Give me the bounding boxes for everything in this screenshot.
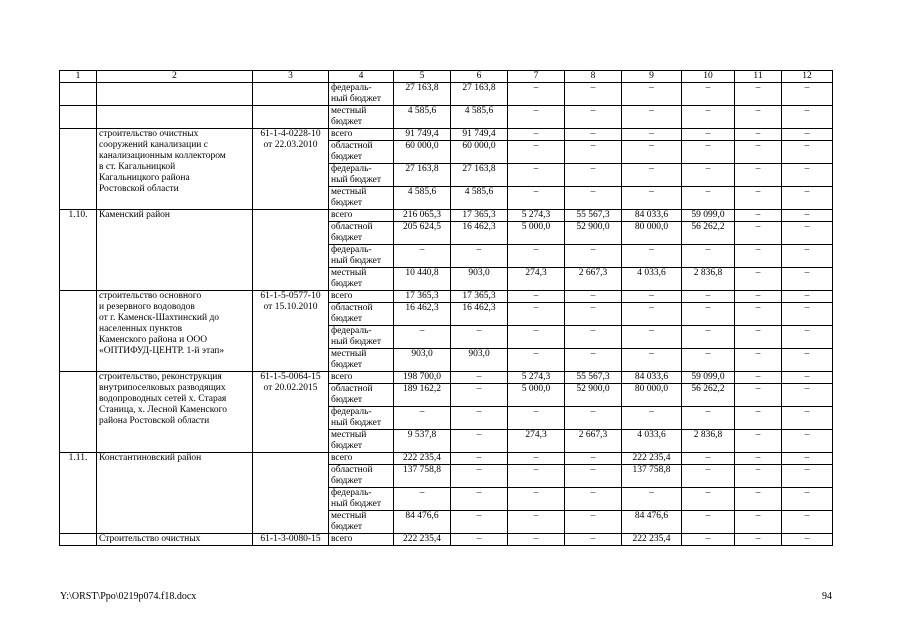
object-name-cell: Каменский район <box>97 210 253 291</box>
value-cell-col8: – <box>565 245 622 268</box>
value-cell-col10: – <box>682 245 735 268</box>
value-cell-col6: 903,0 <box>451 349 508 372</box>
value-cell-col5: – <box>394 245 451 268</box>
value-cell-col6: 17 365,3 <box>451 291 508 303</box>
header-cell-5: 5 <box>394 71 451 83</box>
table-row <box>60 129 833 141</box>
value-cell-col10: 59 099,0 <box>682 210 735 222</box>
value-cell-col12: – <box>782 407 833 430</box>
value-cell-col11: – <box>735 83 782 106</box>
doc-number-cell <box>253 106 329 129</box>
value-cell-col8: – <box>565 465 622 488</box>
value-cell-col8: 52 900,0 <box>565 222 622 245</box>
value-cell-col10: – <box>682 534 735 546</box>
funding-source-cell: всего <box>329 534 394 546</box>
funding-source-cell: местный бюджет <box>329 430 394 453</box>
value-cell-col8: 52 900,0 <box>565 384 622 407</box>
value-cell-col12: – <box>782 384 833 407</box>
row-index-cell <box>60 534 97 546</box>
header-cell-4: 4 <box>329 71 394 83</box>
doc-number-cell: 61-1-4-0228-10 от 22.03.2010 <box>253 129 329 210</box>
value-cell-col7: 5 000,0 <box>508 222 565 245</box>
table-row <box>60 372 833 384</box>
row-index-cell: 1.11. <box>60 453 97 534</box>
funding-source-cell: областной бюджет <box>329 141 394 164</box>
value-cell-col10: 2 836,8 <box>682 430 735 453</box>
value-cell-col12: – <box>782 245 833 268</box>
value-cell-col8: 55 567,3 <box>565 210 622 222</box>
object-name-cell: строительство основного и резервного водоводов от г. Каменск-Шахтинский до населенных пунктов Каменского района и ООО «ОПТИФУД-ЦЕНТР. 1-й этап» <box>97 291 253 372</box>
value-cell-col9: – <box>622 407 682 430</box>
value-cell-col7: – <box>508 83 565 106</box>
doc-number-cell <box>253 210 329 291</box>
value-cell-col5: 4 585,6 <box>394 187 451 210</box>
value-cell-col10: – <box>682 465 735 488</box>
value-cell-col12: – <box>782 534 833 546</box>
value-cell-col5: 17 365,3 <box>394 291 451 303</box>
funding-source-cell: местный бюджет <box>329 187 394 210</box>
page-number: 94 <box>822 591 832 602</box>
value-cell-col5: 91 749,4 <box>394 129 451 141</box>
value-cell-col12: – <box>782 83 833 106</box>
value-cell-col5: 137 758,8 <box>394 465 451 488</box>
value-cell-col5: 84 476,6 <box>394 511 451 534</box>
value-cell-col5: 189 162,2 <box>394 384 451 407</box>
value-cell-col6: – <box>451 384 508 407</box>
value-cell-col8: – <box>565 349 622 372</box>
value-cell-col8: – <box>565 129 622 141</box>
doc-number-cell: 61-1-5-0577-10 от 15.10.2010 <box>253 291 329 372</box>
value-cell-col7: – <box>508 187 565 210</box>
value-cell-col5: 205 624,5 <box>394 222 451 245</box>
table-row <box>60 453 833 465</box>
value-cell-col7: – <box>508 326 565 349</box>
value-cell-col5: 222 235,4 <box>394 534 451 546</box>
value-cell-col10: – <box>682 326 735 349</box>
value-cell-col9: – <box>622 141 682 164</box>
doc-number-cell <box>253 83 329 106</box>
value-cell-col5: 60 000,0 <box>394 141 451 164</box>
object-name-cell: строительство очистных сооружений канализации с канализационным коллектором в ст. Кагальницкой Кагальницкого района Ростовской области <box>97 129 253 210</box>
object-name-cell: Строительство очистных <box>97 534 253 546</box>
value-cell-col12: – <box>782 106 833 129</box>
value-cell-col8: – <box>565 303 622 326</box>
value-cell-col12: – <box>782 268 833 291</box>
value-cell-col12: – <box>782 129 833 141</box>
value-cell-col8: – <box>565 407 622 430</box>
file-path: Y:\ORST\Ppo\0219p074.f18.docx <box>60 591 197 602</box>
value-cell-col12: – <box>782 372 833 384</box>
value-cell-col9: – <box>622 303 682 326</box>
value-cell-col7: – <box>508 349 565 372</box>
funding-source-cell: федераль- ный бюджет <box>329 326 394 349</box>
value-cell-col5: – <box>394 326 451 349</box>
value-cell-col6: 91 749,4 <box>451 129 508 141</box>
header-cell-6: 6 <box>451 71 508 83</box>
value-cell-col9: – <box>622 349 682 372</box>
value-cell-col7: 5 274,3 <box>508 372 565 384</box>
value-cell-col9: 80 000,0 <box>622 222 682 245</box>
value-cell-col6: 17 365,3 <box>451 210 508 222</box>
funding-source-cell: местный бюджет <box>329 511 394 534</box>
value-cell-col6: – <box>451 453 508 465</box>
value-cell-col10: – <box>682 511 735 534</box>
value-cell-col12: – <box>782 488 833 511</box>
header-cell-10: 10 <box>682 71 735 83</box>
value-cell-col9: 84 033,6 <box>622 210 682 222</box>
value-cell-col9: 222 235,4 <box>622 534 682 546</box>
value-cell-col11: – <box>735 453 782 465</box>
header-cell-8: 8 <box>565 71 622 83</box>
value-cell-col6: 60 000,0 <box>451 141 508 164</box>
value-cell-col11: – <box>735 268 782 291</box>
value-cell-col6: – <box>451 407 508 430</box>
value-cell-col6: – <box>451 372 508 384</box>
value-cell-col11: – <box>735 129 782 141</box>
row-index-cell: 1.10. <box>60 210 97 291</box>
value-cell-col11: – <box>735 488 782 511</box>
value-cell-col7: – <box>508 245 565 268</box>
value-cell-col5: 903,0 <box>394 349 451 372</box>
value-cell-col7: 5 000,0 <box>508 384 565 407</box>
value-cell-col11: – <box>735 534 782 546</box>
funding-source-cell: федераль- ный бюджет <box>329 83 394 106</box>
value-cell-col5: 27 163,8 <box>394 164 451 187</box>
value-cell-col5: 27 163,8 <box>394 83 451 106</box>
value-cell-col8: – <box>565 187 622 210</box>
header-cell-3: 3 <box>253 71 329 83</box>
value-cell-col10: 2 836,8 <box>682 268 735 291</box>
value-cell-col6: 16 462,3 <box>451 303 508 326</box>
header-cell-7: 7 <box>508 71 565 83</box>
value-cell-col9: – <box>622 187 682 210</box>
value-cell-col6: 903,0 <box>451 268 508 291</box>
value-cell-col7: – <box>508 465 565 488</box>
value-cell-col11: – <box>735 291 782 303</box>
funding-source-cell: всего <box>329 129 394 141</box>
value-cell-col9: 84 033,6 <box>622 372 682 384</box>
row-index-cell <box>60 372 97 453</box>
value-cell-col11: – <box>735 326 782 349</box>
value-cell-col9: – <box>622 291 682 303</box>
value-cell-col11: – <box>735 511 782 534</box>
value-cell-col7: 274,3 <box>508 268 565 291</box>
funding-source-cell: областной бюджет <box>329 222 394 245</box>
value-cell-col8: – <box>565 164 622 187</box>
value-cell-col11: – <box>735 349 782 372</box>
value-cell-col6: 16 462,3 <box>451 222 508 245</box>
value-cell-col8: – <box>565 511 622 534</box>
value-cell-col7: – <box>508 534 565 546</box>
funding-source-cell: федераль- ный бюджет <box>329 407 394 430</box>
funding-source-cell: областной бюджет <box>329 465 394 488</box>
value-cell-col8: 2 667,3 <box>565 268 622 291</box>
value-cell-col9: 4 033,6 <box>622 430 682 453</box>
value-cell-col9: 137 758,8 <box>622 465 682 488</box>
object-name-cell <box>97 106 253 129</box>
funding-source-cell: всего <box>329 453 394 465</box>
value-cell-col10: – <box>682 83 735 106</box>
value-cell-col9: – <box>622 129 682 141</box>
value-cell-col8: 2 667,3 <box>565 430 622 453</box>
funding-source-cell: всего <box>329 291 394 303</box>
value-cell-col11: – <box>735 303 782 326</box>
value-cell-col7: – <box>508 106 565 129</box>
value-cell-col12: – <box>782 210 833 222</box>
header-cell-2: 2 <box>97 71 253 83</box>
value-cell-col10: 56 262,2 <box>682 222 735 245</box>
funding-source-cell: областной бюджет <box>329 303 394 326</box>
funding-source-cell: областной бюджет <box>329 384 394 407</box>
table-header-row <box>60 71 833 83</box>
value-cell-col8: – <box>565 141 622 164</box>
value-cell-col5: 10 440,8 <box>394 268 451 291</box>
funding-source-cell: всего <box>329 372 394 384</box>
value-cell-col12: – <box>782 291 833 303</box>
value-cell-col9: – <box>622 245 682 268</box>
value-cell-col12: – <box>782 326 833 349</box>
funding-source-cell: федераль- ный бюджет <box>329 245 394 268</box>
value-cell-col5: 216 065,3 <box>394 210 451 222</box>
value-cell-col12: – <box>782 430 833 453</box>
value-cell-col8: – <box>565 291 622 303</box>
value-cell-col6: – <box>451 245 508 268</box>
value-cell-col7: – <box>508 511 565 534</box>
value-cell-col7: 5 274,3 <box>508 210 565 222</box>
value-cell-col7: 274,3 <box>508 430 565 453</box>
value-cell-col10: 59 099,0 <box>682 372 735 384</box>
value-cell-col9: 84 476,6 <box>622 511 682 534</box>
row-index-cell <box>60 129 97 210</box>
value-cell-col10: – <box>682 106 735 129</box>
value-cell-col10: – <box>682 303 735 326</box>
value-cell-col11: – <box>735 222 782 245</box>
value-cell-col7: – <box>508 164 565 187</box>
header-cell-1: 1 <box>60 71 97 83</box>
value-cell-col9: – <box>622 106 682 129</box>
table-body <box>60 71 833 546</box>
value-cell-col12: – <box>782 349 833 372</box>
value-cell-col9: 222 235,4 <box>622 453 682 465</box>
value-cell-col8: – <box>565 488 622 511</box>
value-cell-col5: 9 537,8 <box>394 430 451 453</box>
value-cell-col10: 56 262,2 <box>682 384 735 407</box>
header-cell-11: 11 <box>735 71 782 83</box>
value-cell-col7: – <box>508 291 565 303</box>
value-cell-col12: – <box>782 453 833 465</box>
funding-source-cell: всего <box>329 210 394 222</box>
value-cell-col11: – <box>735 407 782 430</box>
value-cell-col12: – <box>782 141 833 164</box>
value-cell-col8: – <box>565 534 622 546</box>
value-cell-col10: – <box>682 349 735 372</box>
object-name-cell: строительство, реконструкция внутрипоселковых разводящих водопроводных сетей х. Старая Станица, х. Лесной Каменского района Ростовской области <box>97 372 253 453</box>
doc-number-cell <box>253 453 329 534</box>
value-cell-col7: – <box>508 407 565 430</box>
funding-source-cell: местный бюджет <box>329 349 394 372</box>
row-index-cell <box>60 83 97 106</box>
value-cell-col5: – <box>394 407 451 430</box>
value-cell-col9: – <box>622 326 682 349</box>
value-cell-col10: – <box>682 141 735 164</box>
value-cell-col11: – <box>735 430 782 453</box>
value-cell-col12: – <box>782 164 833 187</box>
funding-source-cell: федераль- ный бюджет <box>329 164 394 187</box>
value-cell-col10: – <box>682 291 735 303</box>
value-cell-col9: – <box>622 488 682 511</box>
value-cell-col8: – <box>565 453 622 465</box>
doc-number-cell: 61-1-3-0080-15 <box>253 534 329 546</box>
value-cell-col11: – <box>735 384 782 407</box>
object-name-cell <box>97 83 253 106</box>
value-cell-col8: – <box>565 83 622 106</box>
table-row <box>60 291 833 303</box>
budget-table <box>59 70 833 546</box>
value-cell-col11: – <box>735 106 782 129</box>
value-cell-col7: – <box>508 303 565 326</box>
value-cell-col12: – <box>782 303 833 326</box>
object-name-cell: Константиновский район <box>97 453 253 534</box>
value-cell-col11: – <box>735 465 782 488</box>
value-cell-col7: – <box>508 453 565 465</box>
table-row <box>60 83 833 106</box>
value-cell-col10: – <box>682 129 735 141</box>
value-cell-col6: 27 163,8 <box>451 164 508 187</box>
value-cell-col7: – <box>508 129 565 141</box>
value-cell-col10: – <box>682 164 735 187</box>
value-cell-col9: 80 000,0 <box>622 384 682 407</box>
row-index-cell <box>60 106 97 129</box>
table-row <box>60 210 833 222</box>
funding-source-cell: местный бюджет <box>329 106 394 129</box>
value-cell-col10: – <box>682 187 735 210</box>
value-cell-col6: 4 585,6 <box>451 106 508 129</box>
value-cell-col12: – <box>782 465 833 488</box>
doc-number-cell: 61-1-5-0064-15 от 20.02.2015 <box>253 372 329 453</box>
value-cell-col10: – <box>682 488 735 511</box>
value-cell-col6: – <box>451 534 508 546</box>
value-cell-col5: 16 462,3 <box>394 303 451 326</box>
value-cell-col6: 4 585,6 <box>451 187 508 210</box>
funding-source-cell: федераль- ный бюджет <box>329 488 394 511</box>
value-cell-col6: – <box>451 488 508 511</box>
value-cell-col7: – <box>508 488 565 511</box>
funding-source-cell: местный бюджет <box>329 268 394 291</box>
header-cell-12: 12 <box>782 71 833 83</box>
value-cell-col11: – <box>735 245 782 268</box>
value-cell-col9: – <box>622 83 682 106</box>
value-cell-col11: – <box>735 210 782 222</box>
value-cell-col5: – <box>394 488 451 511</box>
value-cell-col9: – <box>622 164 682 187</box>
value-cell-col5: 198 700,0 <box>394 372 451 384</box>
value-cell-col6: – <box>451 326 508 349</box>
value-cell-col11: – <box>735 372 782 384</box>
value-cell-col11: – <box>735 187 782 210</box>
table-row <box>60 534 833 546</box>
value-cell-col8: 55 567,3 <box>565 372 622 384</box>
value-cell-col12: – <box>782 511 833 534</box>
value-cell-col8: – <box>565 326 622 349</box>
row-index-cell <box>60 291 97 372</box>
value-cell-col6: – <box>451 430 508 453</box>
value-cell-col11: – <box>735 164 782 187</box>
value-cell-col10: – <box>682 407 735 430</box>
value-cell-col12: – <box>782 222 833 245</box>
value-cell-col8: – <box>565 106 622 129</box>
table-row <box>60 106 833 129</box>
value-cell-col7: – <box>508 141 565 164</box>
value-cell-col9: 4 033,6 <box>622 268 682 291</box>
value-cell-col12: – <box>782 187 833 210</box>
value-cell-col10: – <box>682 453 735 465</box>
value-cell-col6: 27 163,8 <box>451 83 508 106</box>
value-cell-col6: – <box>451 465 508 488</box>
value-cell-col11: – <box>735 141 782 164</box>
value-cell-col5: 222 235,4 <box>394 453 451 465</box>
value-cell-col5: 4 585,6 <box>394 106 451 129</box>
header-cell-9: 9 <box>622 71 682 83</box>
value-cell-col6: – <box>451 511 508 534</box>
